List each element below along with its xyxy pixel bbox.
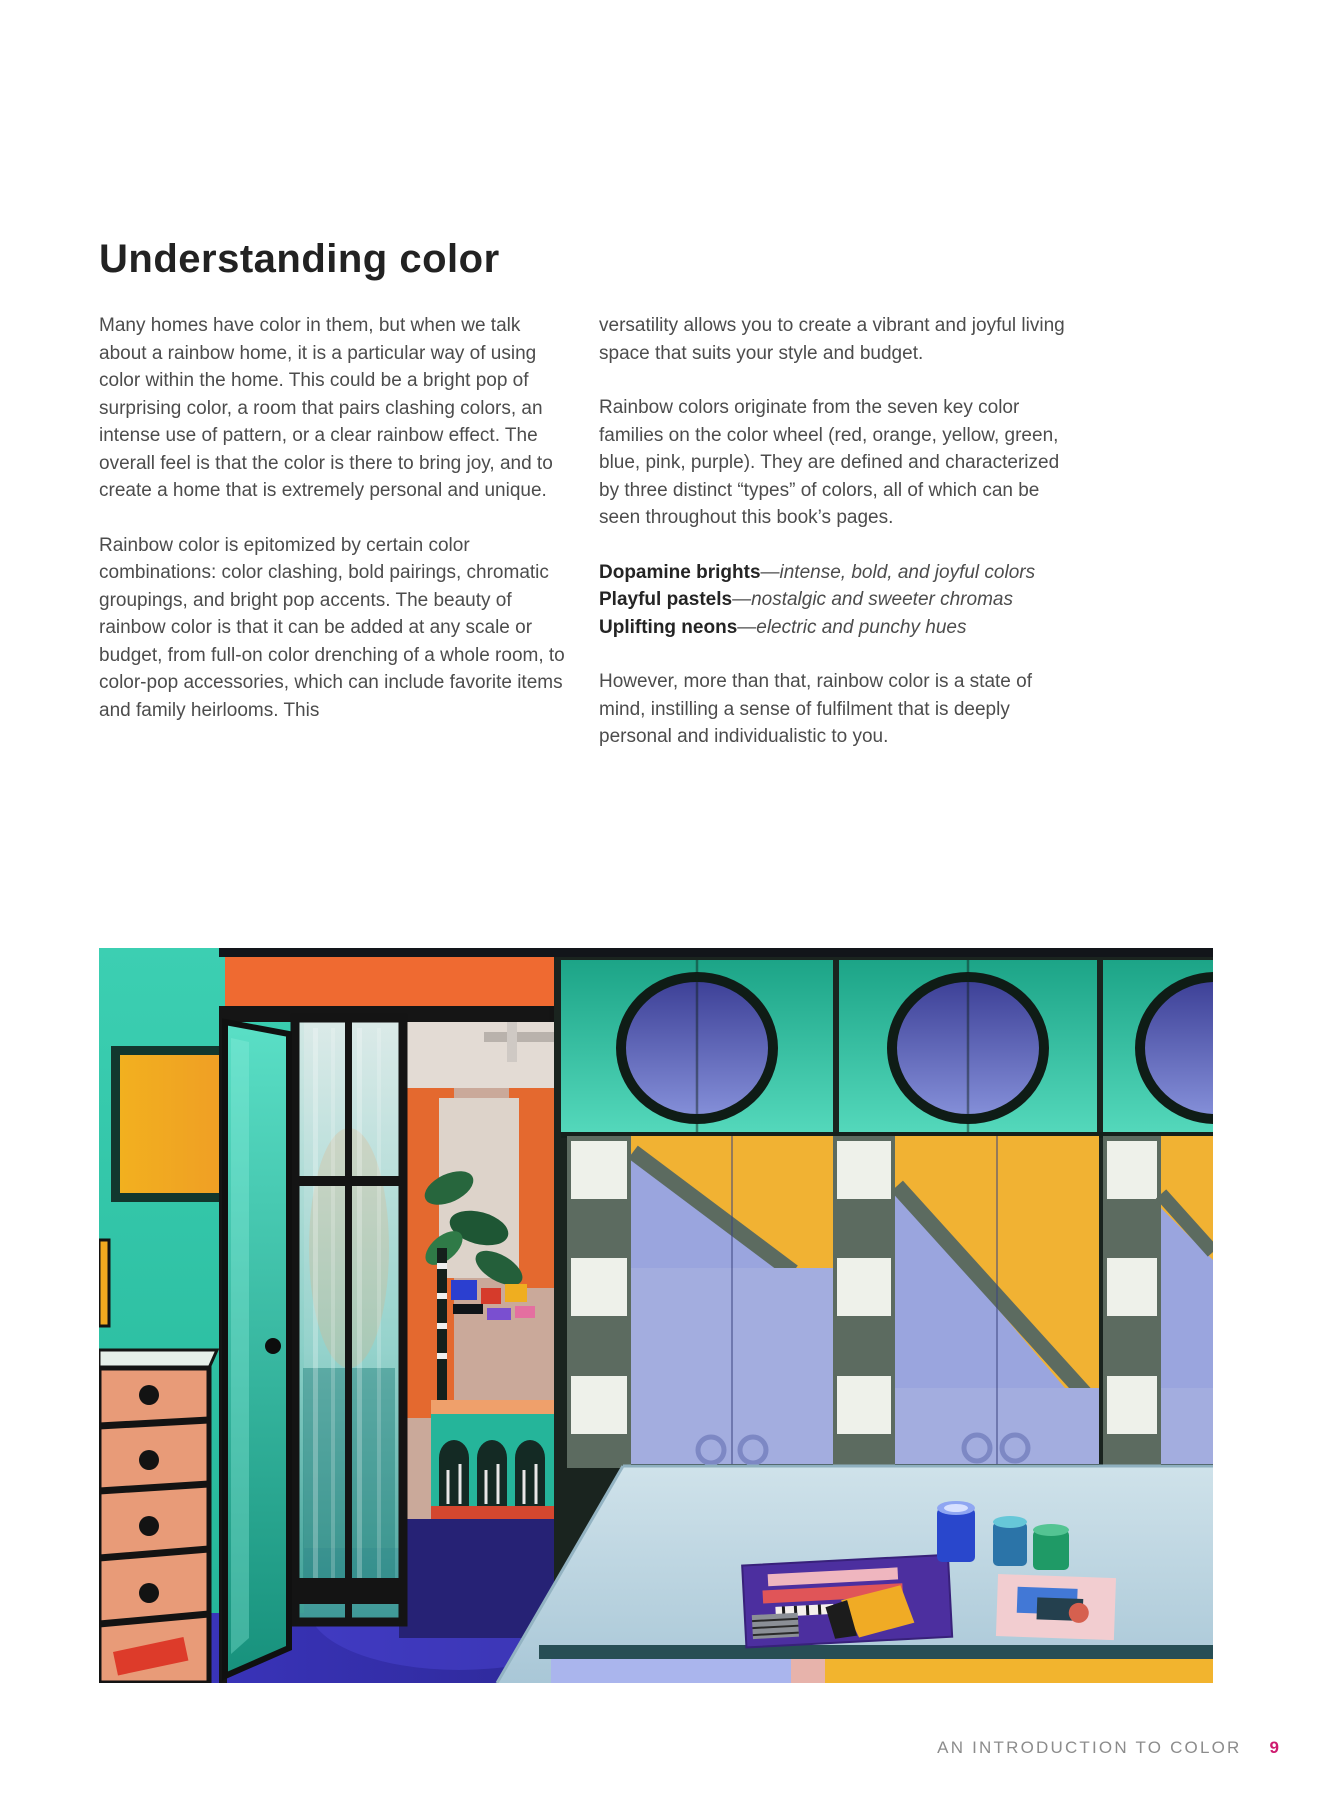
color-type-desc: electric and punchy hues — [756, 616, 967, 638]
body-paragraph: However, more than that, rainbow color is a state of mind, instilling a sense of fulfilment that is deeply personal and individualistic to you. — [599, 671, 1032, 747]
color-type-term: Playful pastels — [599, 589, 733, 610]
footer-page-number: 9 — [1269, 1738, 1279, 1757]
body-paragraph: Rainbow colors originate from the seven key color families on the color wheel (red, orange, yellow, green, blue, pink, purple). They are defined and characterized by three distinct “types” of colors, all of which can be seen throughout this book’s pages. — [599, 397, 1060, 528]
em-dash: — — [737, 616, 757, 638]
color-type-dopamine-brights — [599, 559, 1067, 587]
body-paragraph: Many homes have color in them, but when we talk about a rainbow home, it is a particular way of using color within the home. This could be a bright pop of surprising color, a room that pairs clashing colors, an intense use of pattern, or a clear rainbow effect. The overall feel is that the color is there to bring joy, and to create a home that is extremely personal and unique. — [99, 315, 553, 501]
em-dash: — — [760, 561, 780, 583]
photo-glass-door — [295, 1018, 403, 1622]
playroom-photo-illustration — [99, 948, 1213, 1683]
color-type-term: Dopamine brights — [599, 561, 761, 583]
color-type-desc: nostalgic and sweeter chromas — [751, 589, 1013, 610]
photo-chest-of-drawers — [99, 1350, 217, 1683]
em-dash: — — [732, 589, 752, 610]
photo-doorway-interior — [399, 1022, 554, 1638]
photo-open-door — [225, 1022, 289, 1676]
column-left — [99, 312, 567, 751]
page-footer — [99, 1738, 1279, 1758]
color-type-playful-pastels — [599, 586, 1067, 614]
color-type-term: Uplifting neons — [599, 616, 738, 638]
photo-top-edge — [219, 948, 1213, 957]
color-type-list — [599, 559, 1067, 642]
color-type-desc: intense, bold, and joyful colors — [779, 561, 1036, 583]
body-paragraph: versatility allows you to create a vibrant and joyful living space that suits your style and budget. — [599, 315, 1065, 364]
page-title: Understanding color — [99, 236, 500, 281]
column-right — [599, 312, 1067, 751]
footer-section-label: AN INTRODUCTION TO COLOR — [937, 1738, 1242, 1757]
body-paragraph: Rainbow color is epitomized by certain color combinations: color clashing, bold pairings, chromatic groupings, and bright pop accents. The beauty of rainbow color is that it can be added at any scale or budget, from full-on color drenching of a whole room, to color-pop accessories, which can include favorite items and family heirlooms. This — [99, 534, 565, 721]
article-columns — [99, 312, 1067, 751]
playroom-photo — [99, 948, 1213, 1683]
color-type-uplifting-neons — [599, 614, 1067, 642]
